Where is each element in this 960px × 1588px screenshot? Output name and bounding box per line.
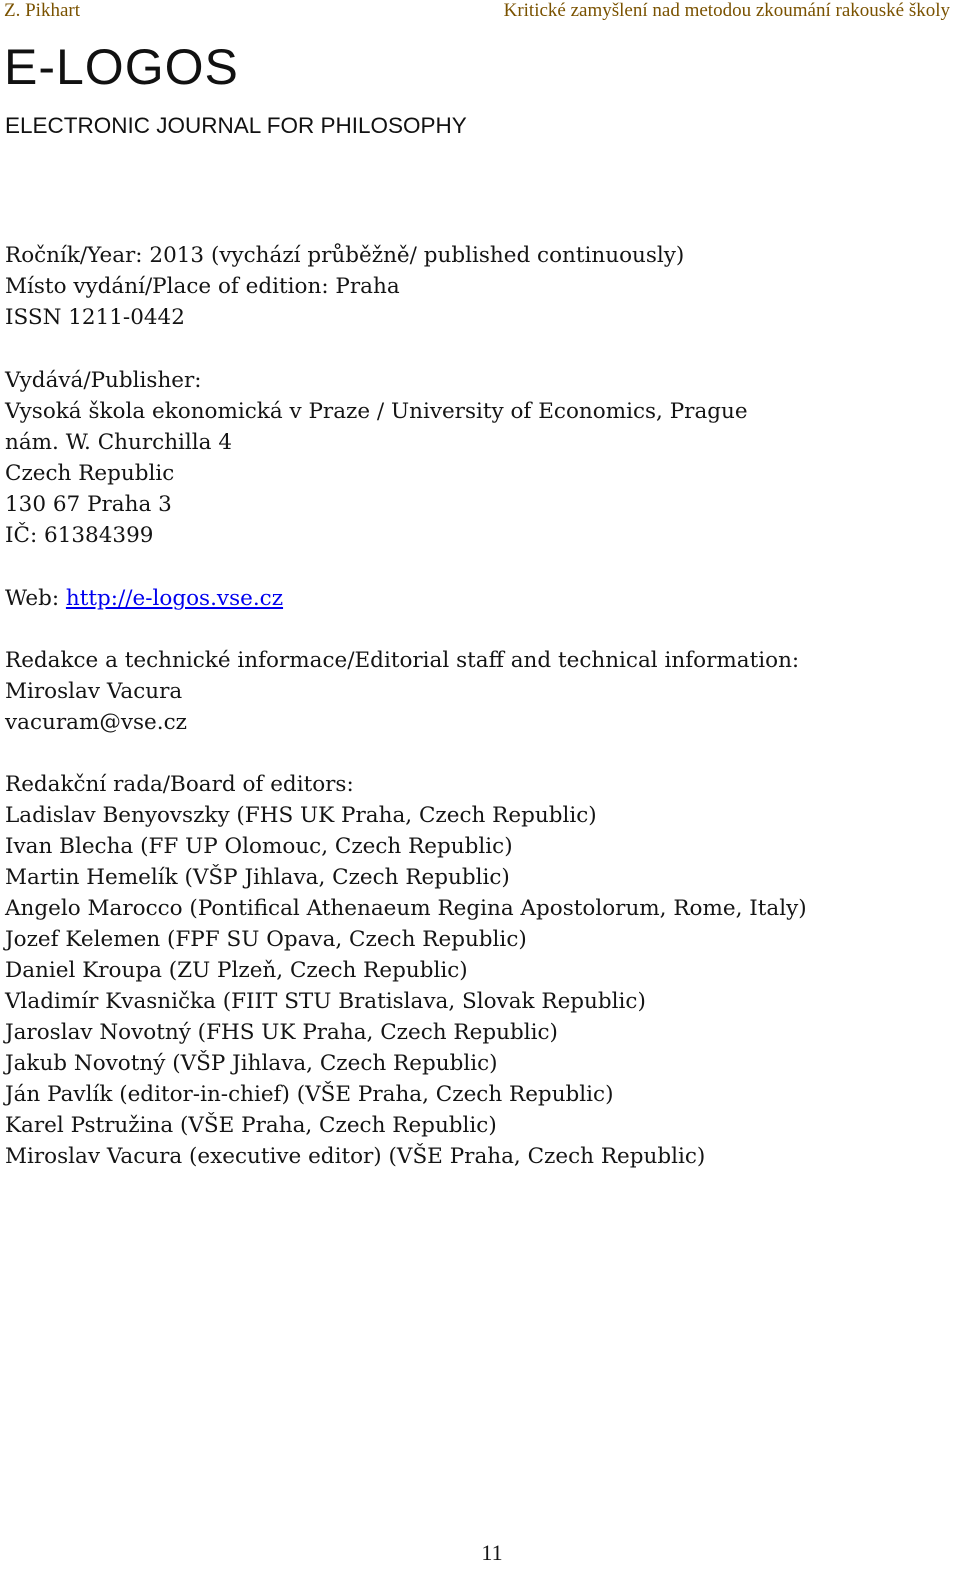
board-member: Ján Pavlík (editor-in-chief) (VŠE Praha, Czech Republic) (5, 1082, 614, 1107)
board-member: Jakub Novotný (VŠP Jihlava, Czech Republic) (5, 1051, 498, 1076)
publisher-ic: IČ: 61384399 (5, 523, 154, 548)
header-article-title: Kritické zamyšlení nad metodou zkoumání rakouské školy (503, 0, 950, 21)
board-member: Jozef Kelemen (FPF SU Opava, Czech Republic) (5, 927, 527, 952)
publisher-info (5, 365, 748, 551)
board-member: Ladislav Benyovszky (FHS UK Praha, Czech Republic) (5, 803, 597, 828)
editorial-name: Miroslav Vacura (5, 679, 183, 704)
issn-line: ISSN 1211-0442 (5, 305, 185, 330)
board-member: Ivan Blecha (FF UP Olomouc, Czech Republic) (5, 834, 513, 859)
board-info (5, 769, 807, 1172)
header-author: Z. Pikhart (4, 0, 80, 21)
page-header (4, 0, 950, 26)
web-link[interactable]: http://e-logos.vse.cz (65, 586, 284, 611)
editorial-email: vacuram@vse.cz (5, 710, 187, 735)
year-line: Ročník/Year: 2013 (vychází průběžně/ published continuously) (5, 243, 685, 268)
editorial-info (5, 645, 799, 738)
board-label: Redakční rada/Board of editors: (5, 772, 354, 797)
board-member: Miroslav Vacura (executive editor) (VŠE Praha, Czech Republic) (5, 1144, 706, 1169)
board-member: Karel Pstružina (VŠE Praha, Czech Republic) (5, 1113, 497, 1138)
publisher-country: Czech Republic (5, 461, 175, 486)
web-line (5, 583, 283, 614)
web-info (5, 583, 283, 614)
board-member: Angelo Marocco (Pontifical Athenaeum Regina Apostolorum, Rome, Italy) (5, 896, 807, 921)
publisher-name: Vysoká škola ekonomická v Praze / University of Economics, Prague (5, 399, 748, 424)
publisher-street: nám. W. Churchilla 4 (5, 430, 232, 455)
journal-title: E-LOGOS (4, 39, 239, 95)
publisher-label: Vydává/Publisher: (5, 368, 202, 393)
editorial-label: Redakce a technické informace/Editorial staff and technical information: (5, 648, 800, 673)
journal-subtitle: ELECTRONIC JOURNAL FOR PHILOSOPHY (5, 113, 467, 138)
board-member: Vladimír Kvasnička (FIIT STU Bratislava, Slovak Republic) (5, 989, 646, 1014)
publisher-city: 130 67 Praha 3 (5, 492, 172, 517)
publication-info (5, 240, 684, 333)
page-number: 11 (481, 1540, 503, 1565)
place-line: Místo vydání/Place of edition: Praha (5, 274, 400, 299)
board-member: Daniel Kroupa (ZU Plzeň, Czech Republic) (5, 958, 468, 983)
board-member: Martin Hemelík (VŠP Jihlava, Czech Republic) (5, 865, 510, 890)
web-label: Web: (5, 586, 60, 611)
board-member: Jaroslav Novotný (FHS UK Praha, Czech Republic) (5, 1020, 558, 1045)
